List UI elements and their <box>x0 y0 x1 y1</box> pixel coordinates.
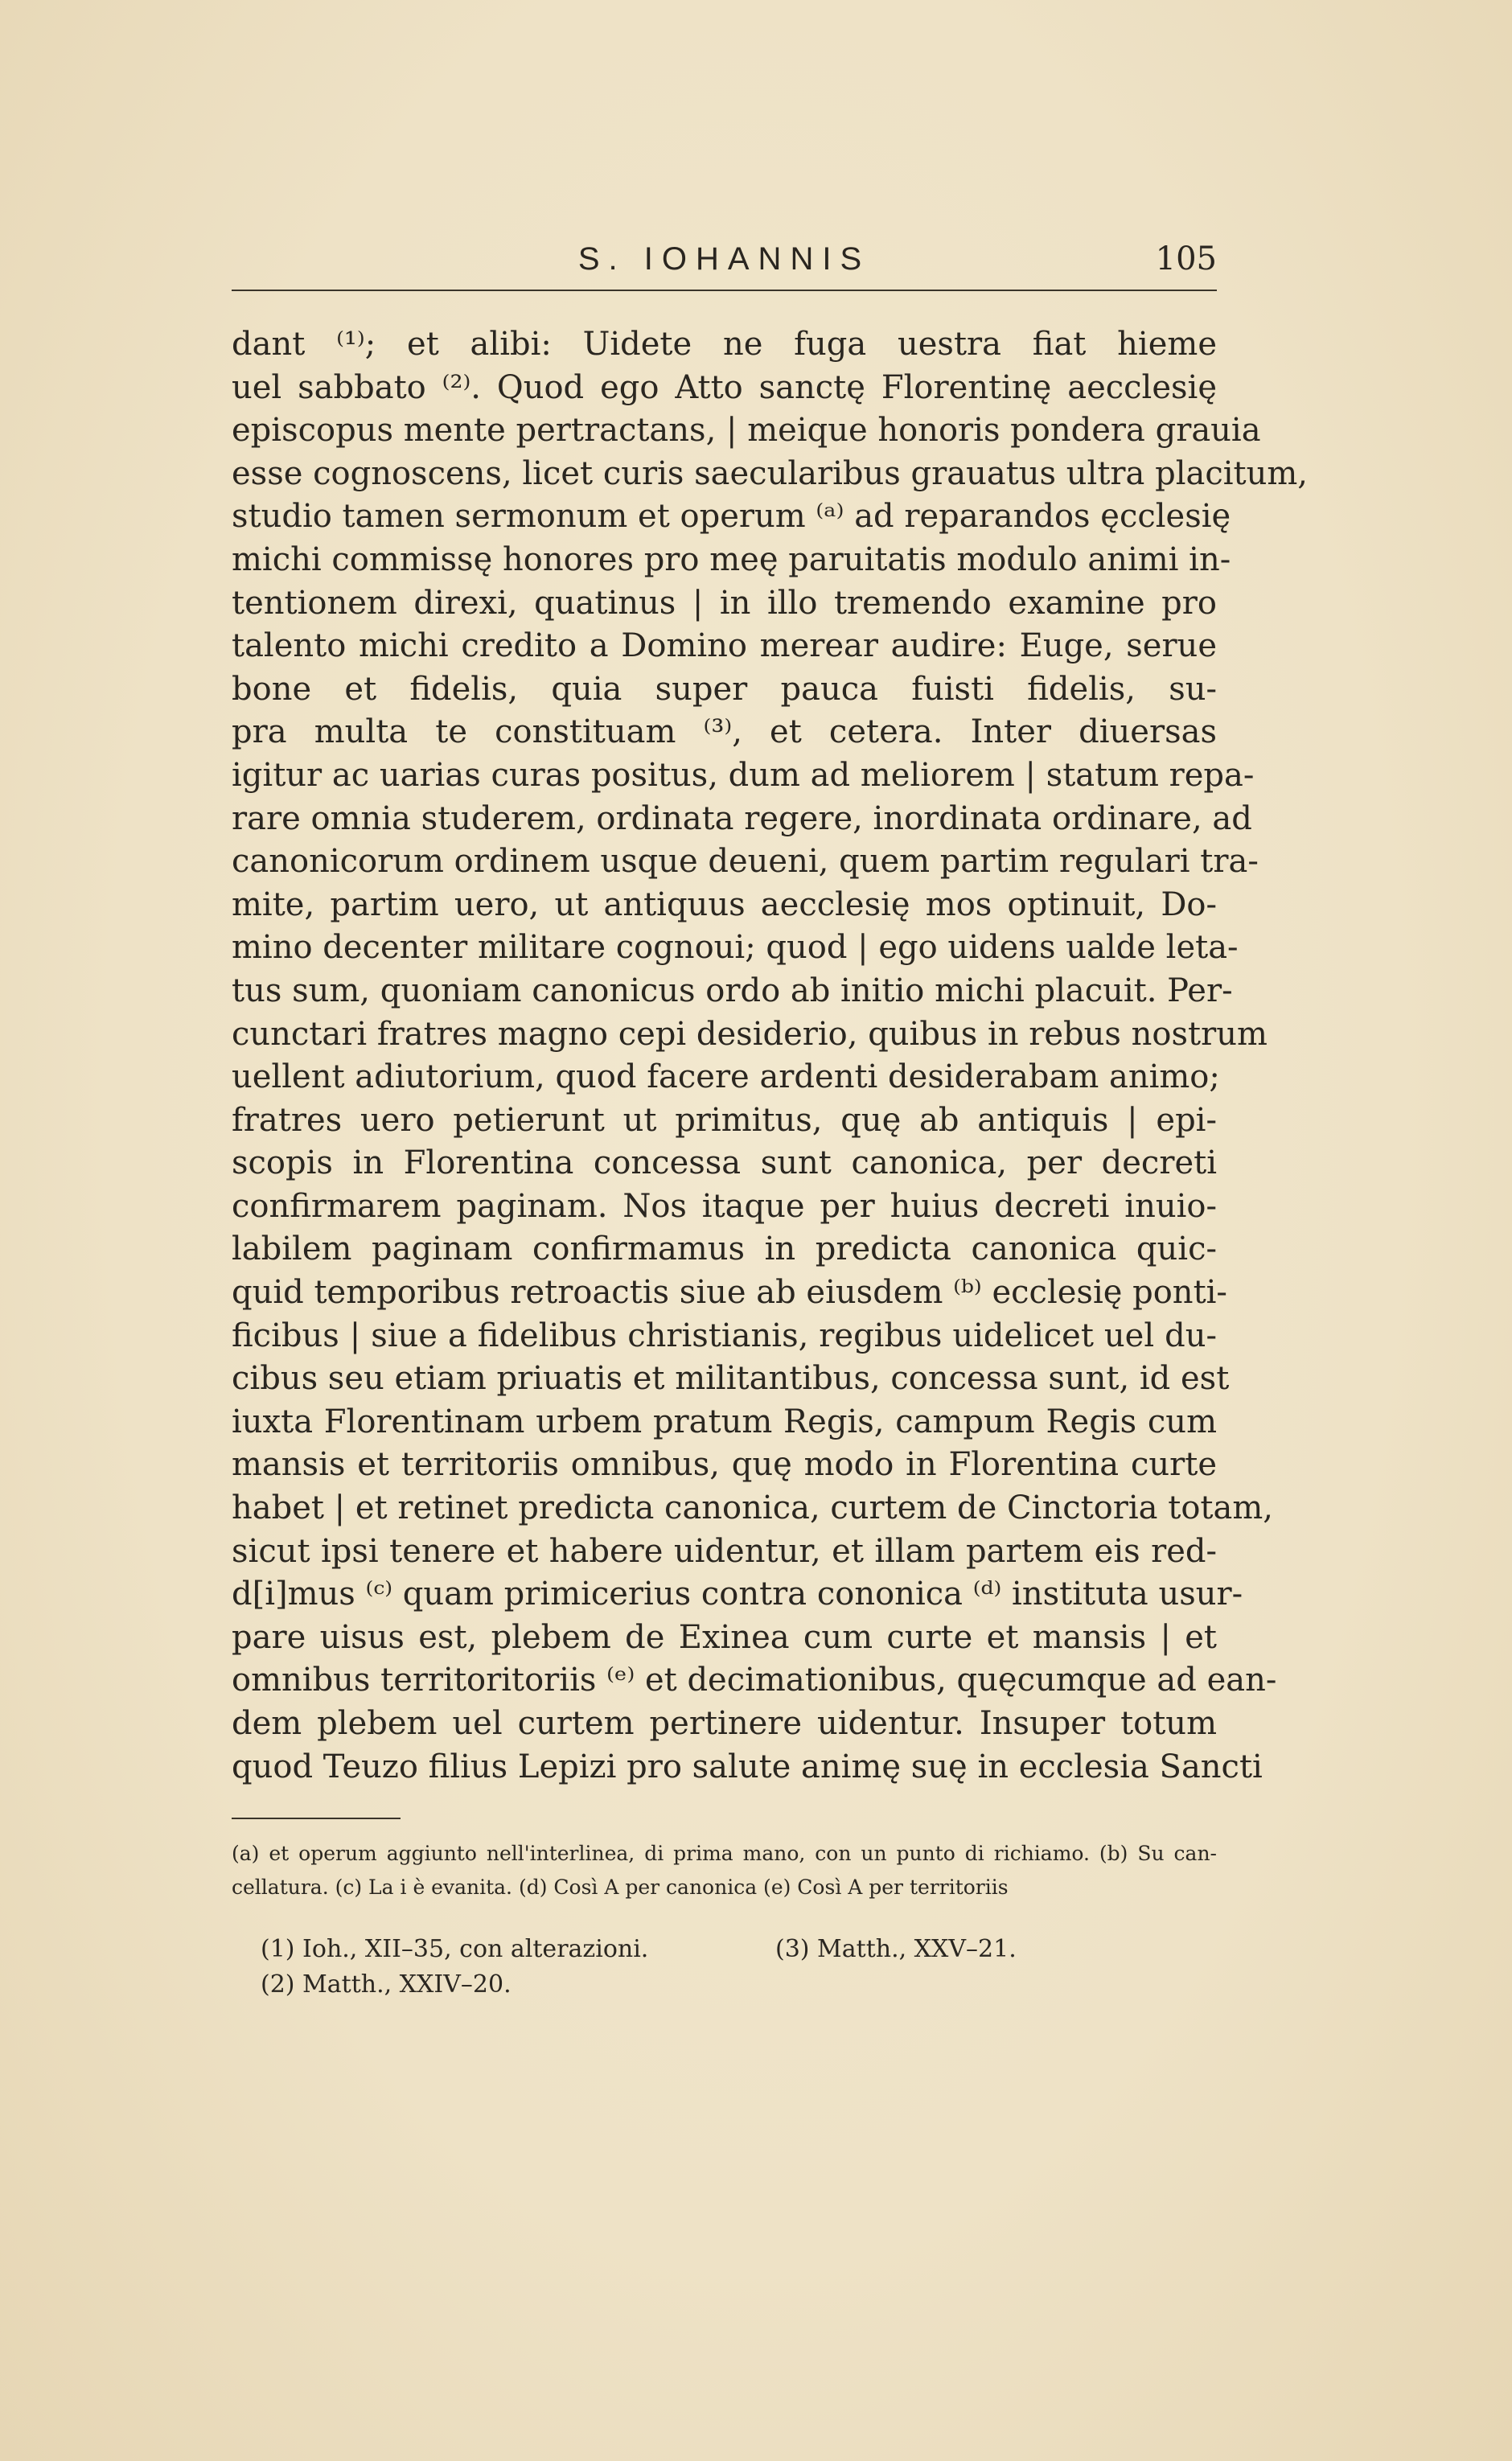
text-line: labilem paginam confirmamus in predicta canonica quic- <box>232 1230 1217 1268</box>
editorial-note-line: (a) et operum aggiunto nell'interlinea, di prima mano, con un punto di richiamo. (b) Su can- <box>232 1842 1217 1865</box>
text-line: uellent adiutorium, quod facere ardenti desiderabam animo; <box>232 1058 1220 1096</box>
text-line: dem plebem uel curtem pertinere uidentur. Insuper totum <box>232 1705 1217 1742</box>
text-line: pra multa te constituam ⁽³⁾, et cetera. Inter diuersas <box>232 713 1217 751</box>
text-line: episcopus mente pertractans, | meique honoris pondera grauia <box>232 412 1261 450</box>
text-line: cibus seu etiam priuatis et militantibus, concessa sunt, id est <box>232 1360 1230 1398</box>
text-line: rare omnia studerem, ordinata regere, inordinata ordinare, ad <box>232 799 1252 837</box>
text-line: talento michi credito a Domino merear audire: Euge, serue <box>232 627 1217 665</box>
page-number: 105 <box>1155 240 1217 277</box>
text-line: dant ⁽¹⁾; et alibi: Uidete ne fuga uestra fiat hieme <box>232 326 1217 363</box>
main-text-block <box>232 323 1309 1789</box>
text-line: mite, partim uero, ut antiquus aecclesię mos optinuit, Do- <box>232 885 1217 923</box>
source-note: (1) Ioh., XII–35, con alterazioni. <box>261 1935 649 1963</box>
text-line: fratres uero petierunt ut primitus, quę ab antiquis | epi- <box>232 1101 1217 1139</box>
source-notes <box>261 1932 1065 2003</box>
text-line: michi commissę honores pro meę paruitatis modulo animi in- <box>232 540 1231 578</box>
text-line: sicut ipsi tenere et habere uidentur, et illam partem eis red- <box>232 1532 1217 1570</box>
text-line: tus sum, quoniam canonicus ordo ab initio michi placuit. Per- <box>232 972 1233 1009</box>
text-line: confirmarem paginam. Nos itaque per huius decreti inuio- <box>232 1187 1217 1225</box>
text-line: ficibus | siue a fidelibus christianis, regibus uidelicet uel du- <box>232 1317 1217 1354</box>
page-header <box>232 235 1217 283</box>
source-note: (2) Matth., XXIV–20. <box>261 1970 512 1999</box>
source-note-row <box>261 1932 1065 1967</box>
text-line: studio tamen sermonum et operum ⁽ᵃ⁾ ad reparandos ęcclesię <box>232 498 1231 536</box>
text-line: cunctari fratres magno cepi desiderio, quibus in rebus nostrum <box>232 1015 1268 1053</box>
text-line: mansis et territoriis omnibus, quę modo in Florentina curte <box>232 1446 1217 1484</box>
text-line: iuxta Florentinam urbem pratum Regis, campum Regis cum <box>232 1403 1217 1440</box>
footnote-rule <box>232 1818 401 1819</box>
text-line: quid temporibus retroactis siue ab eiusdem ⁽ᵇ⁾ ecclesię ponti- <box>232 1274 1227 1312</box>
text-line: mino decenter militare cognoui; quod | ego uidens ualde leta- <box>232 929 1239 967</box>
text-line: bone et fidelis, quia super pauca fuisti fidelis, su- <box>232 670 1217 708</box>
source-note-row <box>261 1967 1065 2003</box>
text-line: omnibus territoritoriis ⁽ᵉ⁾ et decimationibus, quęcumque ad ean- <box>232 1662 1277 1699</box>
running-title: S. IOHANNIS <box>577 241 871 277</box>
source-note: (3) Matth., XXV–21. <box>775 1935 1017 1963</box>
text-line: pare uisus est, plebem de Exinea cum curte et mansis | et <box>232 1618 1217 1656</box>
editorial-notes <box>232 1837 1217 1904</box>
text-line: habet | et retinet predicta canonica, curtem de Cinctoria totam, <box>232 1489 1273 1527</box>
text-line: esse cognoscens, licet curis saecularibus grauatus ultra placitum, <box>232 454 1309 492</box>
text-line: quod Teuzo filius Lepizi pro salute animę suę in ecclesia Sancti <box>232 1748 1263 1785</box>
text-line: scopis in Florentina concessa sunt canonica, per decreti <box>232 1144 1217 1182</box>
text-line: tentionem direxi, quatinus | in illo tremendo examine pro <box>232 584 1217 622</box>
text-line: canonicorum ordinem usque deueni, quem partim regulari tra- <box>232 843 1259 881</box>
text-line: d[i]mus ⁽ᶜ⁾ quam primicerius contra cononica ⁽ᵈ⁾ instituta usur- <box>232 1576 1243 1613</box>
text-line: igitur ac uarias curas positus, dum ad meliorem | statum repa- <box>232 756 1255 794</box>
text-line: uel sabbato ⁽²⁾. Quod ego Atto sanctę Florentinę aecclesię <box>232 368 1217 406</box>
editorial-note-line: cellatura. (c) La i è evanita. (d) Così A per canonica (e) Così A per territoriis <box>232 1876 1009 1899</box>
header-rule <box>232 290 1217 291</box>
